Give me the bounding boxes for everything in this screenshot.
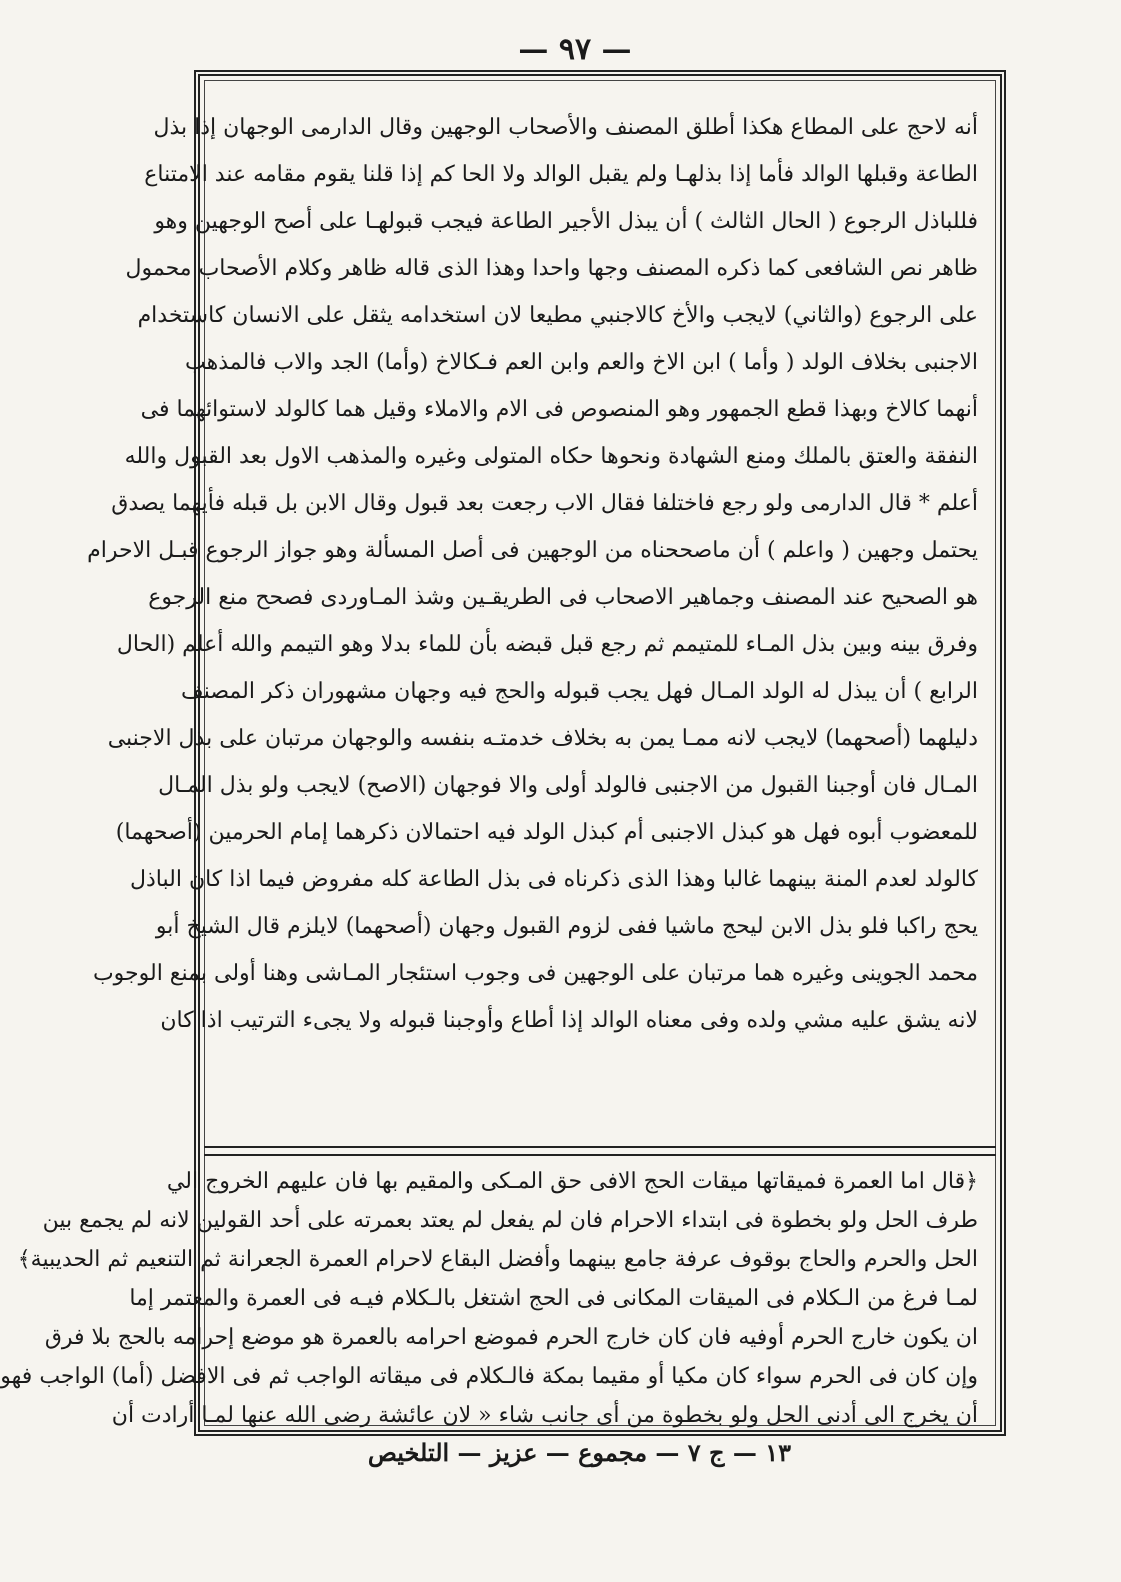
commentary-line: دليلهما (أصحهما) لايجب لانه ممـا يمن به بخلاف خدمتـه بنفسه والوجهان مرتبان على بذل الاجنبى [107,726,978,751]
matn-line: الحل والحرم والحاج بوقوف عرفة جامع بينهما وأفضل البقاع لاحرام العمرة الجعرانة ثم التنعيم ثم الحديبية﴾ [17,1247,978,1272]
commentary-line: لانه يشق عليه مشي ولده وفى معناه الوالد إذا أطاع وأوجبنا قبوله ولا يجىء الترتيب اذا كان [160,1008,978,1033]
commentary-line: أنه لاحج على المطاع هكذا أطلق المصنف والأصحاب الوجهين وقال الدارمى الوجهان إذا بذل [153,115,978,140]
commentary-line: الطاعة وقبلها الوالد فأما إذا بذلهـا ولم يقبل الوالد ولا الحا كم إذا قلنا يقوم مقامه عند الامتناع [144,162,978,187]
commentary-line: محمد الجوينى وغيره هما مرتبان على الوجهين فى وجوب استئجار المـاشى وهنا أولى بمنع الوجوب [92,961,978,986]
commentary-line: وفرق بينه وبين بذل المـاء للمتيمم ثم رجع قبل قبضه بأن للماء بدلا وهو التيمم والله أعلم (الحال [116,632,978,657]
commentary-line: كالولد لعدم المنة بينهما غالبا وهذا الذى ذكرناه فى بذل الطاعة كله مفروض فيما اذا كان الباذل [130,867,978,892]
matn-line: أن يخرج الى أدنى الحل ولو بخطوة من أى جانب شاء « لان عائشة رضى الله عنها لمـا أرادت أن [111,1403,978,1428]
section-divider [204,1146,996,1156]
commentary-line: هو الصحيح عند المصنف وجماهير الاصحاب فى الطريقـين وشذ المـاوردى فصحح منع الرجوع [148,585,978,610]
commentary-line: المـال فان أوجبنا القبول من الاجنبى فالولد أولى والا فوجهان (الاصح) لايجب ولو بذل المـال [158,773,978,798]
matn-line: طرف الحل ولو بخطوة فى ابتداء الاحرام فان لم يفعل لم يعتد بعمرته على أحد القولين لانه لم يجمع بين [42,1208,978,1233]
text-frame [0,70,1006,1436]
matn-line: لمـا فرغ من الـكلام فى الميقات المكانى فى الحج اشتغل بالـكلام فيـه فى العمرة والمعتمر إما [129,1286,978,1311]
commentary-line: النفقة والعتق بالملك ومنع الشهادة ونحوها حكاه المتولى وغيره والمذهب الاول بعد القبول والله [124,444,978,469]
matn-section [0,1162,978,1432]
commentary-line: على الرجوع (والثاني) لايجب والأخ كالاجنبي مطيعا لان استخدامه يثقل على الانسان كاستخدام [137,303,978,328]
commentary-line: ظاهر نص الشافعى كما ذكره المصنف وجها واحدا وهذا الذى قاله ظاهر وكلام الأصحاب محمول [125,256,978,281]
commentary-line: يحتمل وجهين ( واعلم ) أن ماصححناه من الوجهين فى أصل المسألة وهو جواز الرجوع قبـل الاحرام [87,538,978,563]
commentary-line: أنهما كالاخ وبهذا قطع الجمهور وهو المنصوص فى الام والاملاء وقيل هما كالولد لاستوائهما فى [140,397,978,422]
page-number: — ٩٧ — [518,32,632,67]
matn-line: ﴿قال اما العمرة فميقاتها ميقات الحج الافى حق المـكى والمقيم بها فان عليهم الخروج الي [166,1169,978,1194]
commentary-line: فللباذل الرجوع ( الحال الثالث ) أن يبذل الأجير الطاعة فيجب قبولهـا على أصح الوجهين وهو [154,209,978,234]
commentary-line: الرابع ) أن يبذل له الولد المـال فهل يجب قبوله والحج فيه وجهان مشهوران ذكر المصنف [180,679,978,704]
commentary-line: للمعضوب أبوه فهل هو كبذل الاجنبى أم كبذل الولد فيه احتمالان ذكرهما إمام الحرمين (أصحهما) [115,820,978,845]
page-footer: ١٣ — ج ٧ — مجموع — عزيز — التلخيص [367,1438,791,1467]
commentary-line: يحج راكبا فلو بذل الابن ليحج ماشيا ففى لزوم القبول وجهان (أصحهما) لايلزم قال الشيخ أبو [155,914,978,939]
commentary-section [87,104,978,1116]
commentary-line: الاجنبى بخلاف الولد ( وأما ) ابن الاخ والعم وابن العم فـكالاخ (وأما) الجد والاب فالمذهب [185,350,978,375]
matn-line: ان يكون خارج الحرم أوفيه فان كان خارج الحرم فموضع احرامه بالعمرة هو موضع إحرامه بالحج بلا فرق [44,1325,978,1350]
matn-line: وإن كان فى الحرم سواء كان مكيا أو مقيما بمكة فالـكلام فى ميقاته الواجب ثم فى الافضل (أما) الواجب فهو [0,1364,978,1389]
commentary-line: أعلم * قال الدارمى ولو رجع فاختلفا فقال الاب رجعت بعد قبول وقال الابن بل قبله فأيهما يصدق [111,491,978,516]
